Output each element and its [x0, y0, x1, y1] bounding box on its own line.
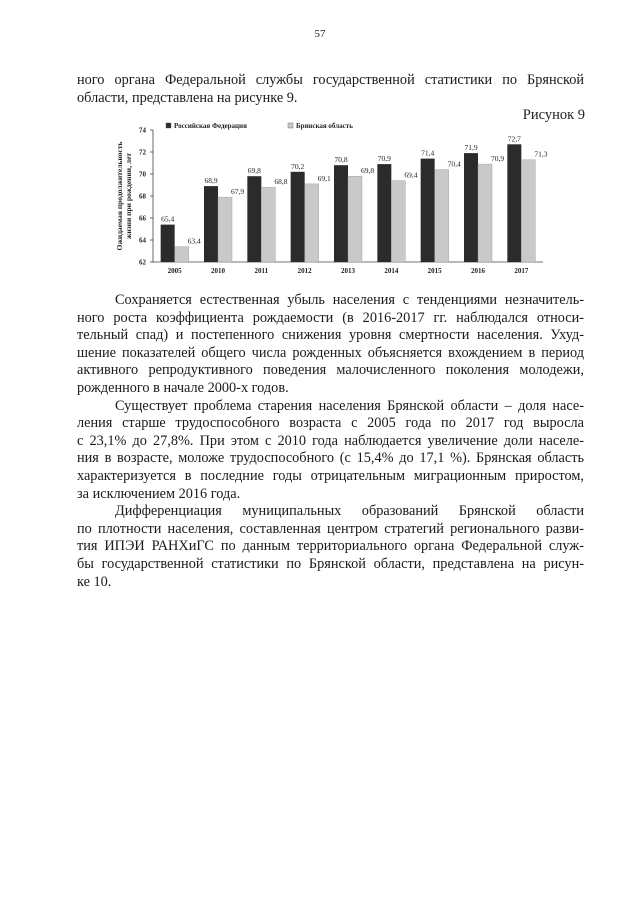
data-label: 70,8	[334, 155, 348, 165]
bar-rf	[247, 176, 261, 262]
bar-chart	[108, 118, 548, 278]
data-label: 70,4	[447, 159, 461, 169]
bar-bryansk	[261, 187, 275, 262]
text-line: Дифференциация муниципальных образований Брянской области	[115, 503, 584, 520]
bar-rf	[334, 165, 348, 262]
data-label: 71,3	[534, 149, 548, 159]
text-line: тельный спад) и постепенного снижения уровня смертности населения. Ухуд-	[77, 327, 584, 344]
text-line: ния в возрасте, моложе трудоспособного (с 15,4% до 17,1 %). Брянская область	[77, 450, 584, 467]
y-tick-label: 62	[139, 258, 146, 267]
bar-bryansk	[218, 197, 232, 262]
data-label: 69,8	[361, 166, 375, 176]
data-label: 70,2	[291, 161, 305, 171]
page-number: 57	[314, 28, 326, 40]
intro-paragraph	[77, 72, 584, 107]
data-label: 63,4	[187, 236, 201, 246]
text-line: ления старше трудоспособного возраста с 2005 года по 2017 год выросла	[77, 415, 584, 432]
y-tick-label: 66	[139, 214, 146, 223]
x-tick-label: 2017	[514, 267, 529, 275]
bar-bryansk	[175, 247, 189, 262]
bar-bryansk	[478, 164, 492, 262]
body-text	[77, 292, 584, 591]
legend-swatch	[166, 123, 171, 128]
data-label: 70,9	[377, 154, 391, 164]
data-label: 71,4	[421, 148, 435, 158]
y-tick-label: 72	[139, 148, 146, 157]
bar-bryansk	[521, 160, 535, 262]
text-line: характеризуется в последние годы отрицательным миграционным приростом,	[77, 467, 584, 484]
y-axis-label: жизни при рождении, лет	[124, 152, 133, 240]
text-line: шение показателей общего числа рожденных объясняется вхождением в период	[77, 344, 584, 361]
text-line: ного органа Федеральной службы государственной статистики по Брянской	[77, 72, 584, 88]
x-tick-label: 2016	[471, 267, 485, 275]
text-line: бы государственной статистики по Брянской области, представлена на рисун-	[77, 555, 584, 572]
y-tick-label: 70	[139, 170, 146, 179]
legend-swatch	[288, 123, 293, 128]
bar-bryansk	[435, 170, 449, 262]
data-label: 71,9	[464, 143, 478, 153]
bar-bryansk	[348, 176, 362, 262]
data-label: 65,4	[161, 214, 175, 224]
data-label: 72,7	[507, 134, 521, 144]
text-line: Существует проблема старения населения Брянской области – доля насе-	[115, 397, 584, 414]
x-tick-label: 2005	[167, 267, 182, 275]
data-label: 69,8	[247, 166, 261, 176]
bar-bryansk	[305, 184, 319, 262]
y-axis-label: Ожидаемая продолжительность	[115, 141, 124, 251]
bar-rf	[204, 186, 218, 262]
bar-rf	[464, 153, 478, 262]
data-label: 69,4	[404, 170, 418, 180]
bar-rf	[377, 164, 391, 262]
y-tick-label: 64	[139, 236, 146, 245]
x-tick-label: 2013	[341, 267, 355, 275]
x-tick-label: 2010	[211, 267, 225, 275]
x-tick-label: 2014	[384, 267, 399, 275]
bar-rf	[291, 172, 305, 262]
data-label: 68,9	[204, 176, 218, 186]
data-label: 68,8	[274, 177, 288, 187]
figure-label: Рисунок 9	[522, 107, 585, 123]
text-line: активного репродуктивного поведения малочисленного поколения молодежи,	[77, 362, 584, 379]
data-label: 67,9	[231, 187, 245, 197]
bar-rf	[507, 144, 521, 262]
x-tick-label: 2015	[427, 267, 442, 275]
x-tick-label: 2011	[254, 267, 269, 275]
legend-label: Брянская область	[296, 122, 353, 130]
data-label: 70,9	[491, 154, 505, 164]
y-tick-label: 74	[139, 126, 146, 135]
x-tick-label: 2012	[297, 267, 312, 275]
text-line: за исключением 2016 года.	[77, 485, 241, 502]
text-line: области, представлена на рисунке 9.	[77, 89, 298, 106]
text-line: ке 10.	[77, 573, 112, 590]
text-line: с 23,1% до 27,8%. При этом с 2010 года наблюдается увеличение доли населе-	[77, 432, 584, 449]
bar-rf	[421, 159, 435, 262]
bar-rf	[161, 225, 175, 262]
bar-bryansk	[391, 181, 405, 262]
text-line: тия ИПЭИ РАНХиГС по данным территориального органа Федеральной служ-	[77, 538, 584, 555]
text-line: по плотности населения, составленная центром стратегий регионального разви-	[77, 520, 584, 537]
legend-label: Российская Федерация	[174, 122, 247, 130]
text-line: ного роста коэффициента рождаемости (в 2016-2017 гг. наблюдался относи-	[77, 309, 584, 326]
text-line: рожденного в начале 2000-х годов.	[77, 379, 289, 396]
y-tick-label: 68	[139, 192, 146, 201]
text-line: Сохраняется естественная убыль населения с тенденциями незначитель-	[115, 292, 584, 308]
data-label: 69,1	[317, 173, 331, 183]
